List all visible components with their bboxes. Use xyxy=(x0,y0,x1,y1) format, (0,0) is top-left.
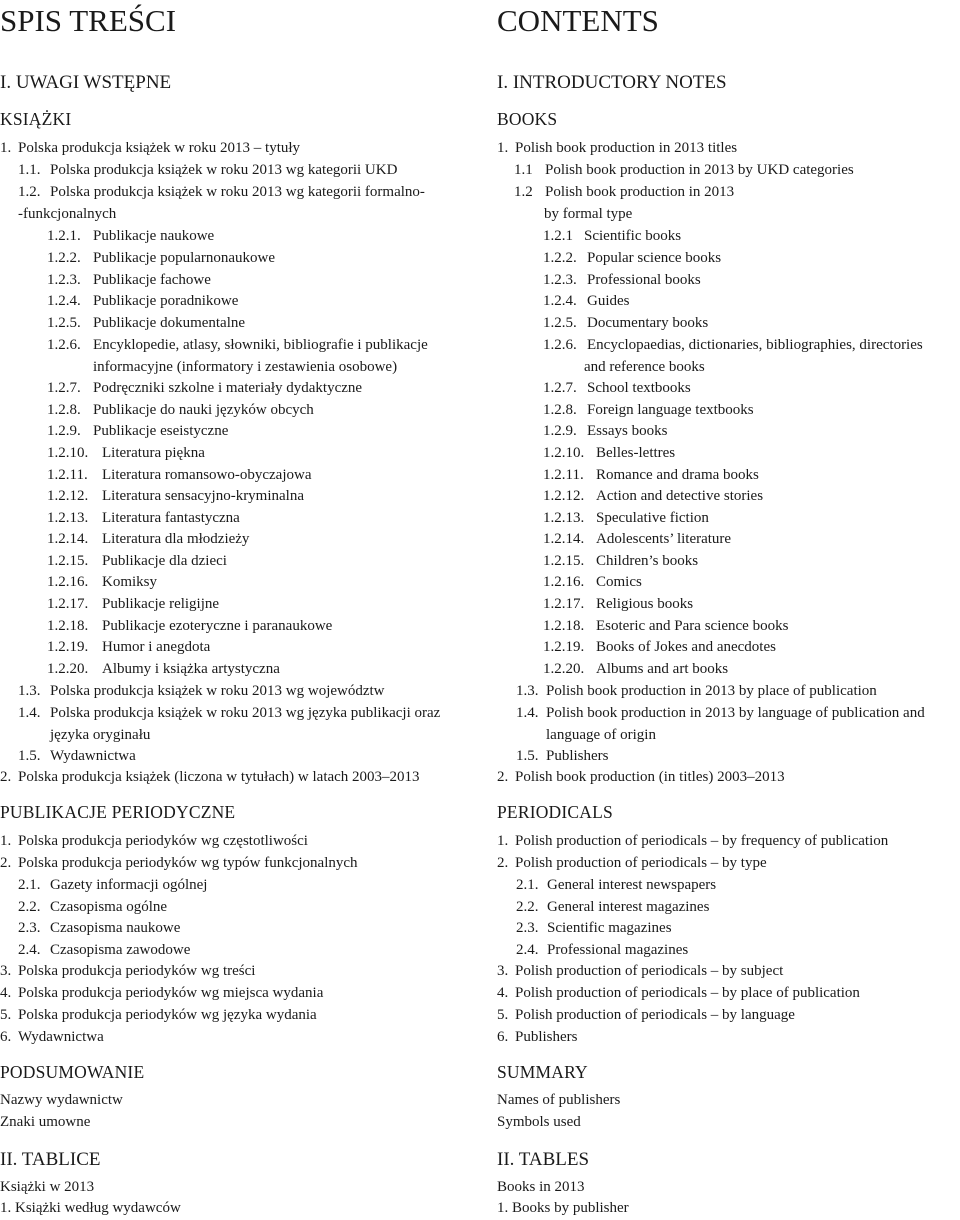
page-title: CONTENTS xyxy=(497,3,659,38)
summary-item: Nazwy wydawnictw xyxy=(0,1092,123,1108)
list-item: Czasopisma naukowe xyxy=(50,920,181,936)
summary-heading: SUMMARY xyxy=(497,1062,588,1082)
list-item-continuation: by formal type xyxy=(544,206,633,222)
list-item: Essays books xyxy=(587,423,668,439)
list-item-number: 2. xyxy=(0,769,12,785)
list-item-number: 1.2.15. xyxy=(543,553,585,569)
list-item: Publikacje do nauki języków obcych xyxy=(93,402,314,418)
list-item: Publikacje dokumentalne xyxy=(93,315,246,331)
list-item-number: 1.2.5. xyxy=(47,315,81,331)
list-item: Publikacje eseistyczne xyxy=(93,423,229,439)
list-item: Albums and art books xyxy=(596,661,729,677)
list-item-number: 1.2.4. xyxy=(543,293,577,309)
list-item-number: 1.3. xyxy=(18,683,41,699)
list-item: Polish production of periodicals – by type xyxy=(515,855,767,871)
list-item-continuation: języka oryginału xyxy=(50,727,151,743)
list-item-number: 1.2.20. xyxy=(543,661,585,677)
list-item: Literatura piękna xyxy=(102,445,205,461)
part-tables: II. TABLICE xyxy=(0,1149,101,1170)
list-item: Polska produkcja periodyków wg częstotliwości xyxy=(18,833,308,849)
list-item-number: 2.4. xyxy=(18,942,41,958)
list-item-number: 1.2.3. xyxy=(47,272,81,288)
list-item-number: 1.2.20. xyxy=(47,661,89,677)
list-item-number: 1.2.3. xyxy=(543,272,577,288)
list-item: Albumy i książka artystyczna xyxy=(102,661,280,677)
list-item: Czasopisma zawodowe xyxy=(50,942,191,958)
list-item-number: 1.2.8. xyxy=(543,402,577,418)
list-item-number: 3. xyxy=(497,963,509,979)
list-item: Literatura dla młodzieży xyxy=(102,531,250,547)
list-item: Publikacje religijne xyxy=(102,596,220,612)
list-item-number: 2.2. xyxy=(516,899,539,915)
list-item-number: 1.2.2. xyxy=(47,250,81,266)
list-item: Publikacje poradnikowe xyxy=(93,293,239,309)
list-item-number: 2.1. xyxy=(516,877,539,893)
list-item: Polska produkcja książek (liczona w tytułach) w latach 2003–2013 xyxy=(18,769,420,785)
list-item: Polish book production in 2013 xyxy=(545,184,735,200)
list-item-number: 1.2.19. xyxy=(543,639,585,655)
list-item: Polska produkcja periodyków wg typów funkcjonalnych xyxy=(18,855,358,871)
list-item-number: 1. xyxy=(0,833,12,849)
list-item: Encyklopedie, atlasy, słowniki, bibliografie i publikacje xyxy=(93,337,428,353)
list-item-number: 1.2.14. xyxy=(47,531,89,547)
list-item: Documentary books xyxy=(587,315,709,331)
list-item: Literatura sensacyjno-kryminalna xyxy=(102,488,305,504)
list-item-number: 1.2.12. xyxy=(47,488,89,504)
list-item-number: 2.2. xyxy=(18,899,41,915)
list-item: Polish book production in 2013 by place of publication xyxy=(546,683,877,699)
list-item-number: 1.4. xyxy=(516,705,539,721)
list-item-number: 2.3. xyxy=(516,920,539,936)
list-item-number: 1.2.19. xyxy=(47,639,89,655)
list-item-number: 1.2.13. xyxy=(47,510,89,526)
list-item: School textbooks xyxy=(587,380,691,396)
list-item-number: 2. xyxy=(497,855,509,871)
list-item-number: 1.2.5. xyxy=(543,315,577,331)
list-item: Polska produkcja książek w roku 2013 wg języka publikacji oraz xyxy=(50,705,441,721)
list-item-number: 1.2.16. xyxy=(543,574,585,590)
list-item-number: 1.2.18. xyxy=(47,618,89,634)
list-item: Polish production of periodicals – by language xyxy=(515,1007,795,1023)
list-item: General interest newspapers xyxy=(547,877,717,893)
books-heading: BOOKS xyxy=(497,109,558,129)
summary-item: Symbols used xyxy=(497,1114,581,1130)
periodicals-heading: PUBLIKACJE PERIODYCZNE xyxy=(0,802,236,822)
list-item-number: 1.2.18. xyxy=(543,618,585,634)
list-item: Adolescents’ literature xyxy=(596,531,732,547)
list-item-number: 1.1. xyxy=(18,162,41,178)
list-item-continuation: informacyjne (informatory i zestawienia osobowe) xyxy=(93,359,398,375)
list-item: Polska produkcja książek w roku 2013 wg kategorii formalno- xyxy=(50,184,425,200)
list-item-number: 1.2.14. xyxy=(543,531,585,547)
list-item-number: 1.2.7. xyxy=(47,380,81,396)
list-item: Books of Jokes and anecdotes xyxy=(596,639,776,655)
list-item-number: 1.2.9. xyxy=(47,423,81,439)
list-item: Publikacje fachowe xyxy=(93,272,211,288)
list-item-number: 1.2.9. xyxy=(543,423,577,439)
list-item-number: 1. xyxy=(497,833,509,849)
list-item-number: 1.2.2. xyxy=(543,250,577,266)
list-item: General interest magazines xyxy=(547,899,710,915)
list-item-number: 1.2.16. xyxy=(47,574,89,590)
list-item-number: 1.3. xyxy=(516,683,539,699)
list-item-number: 1.2.6. xyxy=(47,337,81,353)
list-item: Comics xyxy=(596,574,642,590)
list-item: Scientific books xyxy=(584,228,682,244)
list-item: Polska produkcja periodyków wg języka wydania xyxy=(18,1007,317,1023)
list-item: Publishers xyxy=(515,1029,578,1045)
list-item: Polish book production in 2013 titles xyxy=(515,140,738,156)
list-item: Gazety informacji ogólnej xyxy=(50,877,208,893)
list-item-number: 3. xyxy=(0,963,12,979)
list-item-number: 1.2.13. xyxy=(543,510,585,526)
list-item-number: 1.1 xyxy=(514,162,533,178)
summary-item: Names of publishers xyxy=(497,1092,621,1108)
list-item: Publikacje popularnonaukowe xyxy=(93,250,276,266)
list-item-number: 1.2. xyxy=(18,184,41,200)
tables-item: Books in 2013 xyxy=(497,1179,585,1195)
list-item: Polish production of periodicals – by place of publication xyxy=(515,985,860,1001)
list-item-number: 1.2.8. xyxy=(47,402,81,418)
part-introductory-notes: I. INTRODUCTORY NOTES xyxy=(497,72,727,93)
list-item-number: 5. xyxy=(0,1007,12,1023)
list-item: Polish book production in 2013 by language of publication and xyxy=(546,705,925,721)
list-item: Literatura romansowo-obyczajowa xyxy=(102,467,312,483)
list-item-number: 2. xyxy=(497,769,509,785)
part-introductory-notes: I. UWAGI WSTĘPNE xyxy=(0,72,172,93)
list-item: Esoteric and Para science books xyxy=(596,618,789,634)
list-item: Foreign language textbooks xyxy=(587,402,754,418)
periodicals-heading: PERIODICALS xyxy=(497,802,613,822)
list-item: Religious books xyxy=(596,596,694,612)
list-item-number: 1.2.7. xyxy=(543,380,577,396)
list-item-number: 2.4. xyxy=(516,942,539,958)
list-item-number: 5. xyxy=(497,1007,509,1023)
list-item: Action and detective stories xyxy=(596,488,764,504)
list-item: Speculative fiction xyxy=(596,510,709,526)
list-item: Humor i anegdota xyxy=(102,639,211,655)
list-item-continuation: and reference books xyxy=(584,359,705,375)
list-item: Children’s books xyxy=(596,553,699,569)
list-item: Encyclopaedias, dictionaries, bibliographies, directories xyxy=(587,337,923,353)
list-item-number: 1.2 xyxy=(514,184,533,200)
list-item-number: 2.3. xyxy=(18,920,41,936)
list-item-number: 1.2.17. xyxy=(543,596,585,612)
list-item: Publikacje dla dzieci xyxy=(102,553,227,569)
list-item: Komiksy xyxy=(102,574,158,590)
list-item-number: 1.2.11. xyxy=(47,467,88,483)
list-item-number: 1.2.15. xyxy=(47,553,89,569)
list-item: Polish production of periodicals – by frequency of publication xyxy=(515,833,889,849)
list-item: Publikacje ezoteryczne i paranaukowe xyxy=(102,618,333,634)
list-item: Polska produkcja periodyków wg miejsca wydania xyxy=(18,985,324,1001)
list-item: Polish book production (in titles) 2003–2013 xyxy=(515,769,785,785)
summary-heading: PODSUMOWANIE xyxy=(0,1062,145,1082)
list-item-continuation: -funkcjonalnych xyxy=(18,206,117,222)
list-item-number: 1. xyxy=(497,140,509,156)
list-item: Romance and drama books xyxy=(596,467,759,483)
tables-item: 1. Books by publisher xyxy=(497,1200,629,1216)
list-item: Polish production of periodicals – by subject xyxy=(515,963,784,979)
list-item-number: 2.1. xyxy=(18,877,41,893)
list-item: Wydawnictwa xyxy=(18,1029,104,1045)
list-item: Polska produkcja książek w roku 2013 wg kategorii UKD xyxy=(50,162,398,178)
list-item: Publishers xyxy=(546,748,609,764)
list-item: Literatura fantastyczna xyxy=(102,510,240,526)
list-item: Czasopisma ogólne xyxy=(50,899,168,915)
list-item: Polska produkcja książek w roku 2013 wg województw xyxy=(50,683,385,699)
list-item: Popular science books xyxy=(587,250,722,266)
page-title: SPIS TREŚCI xyxy=(0,3,177,38)
list-item: Polska produkcja książek w roku 2013 – tytuły xyxy=(18,140,301,156)
list-item-number: 1.2.12. xyxy=(543,488,585,504)
list-item-number: 1.2.1. xyxy=(47,228,81,244)
list-item-number: 1.2.17. xyxy=(47,596,89,612)
list-item: Polish book production in 2013 by UKD categories xyxy=(545,162,854,178)
list-item-number: 1.2.10. xyxy=(543,445,585,461)
list-item: Guides xyxy=(587,293,630,309)
list-item-continuation: language of origin xyxy=(546,727,656,743)
books-heading: KSIĄŻKI xyxy=(0,109,72,129)
list-item-number: 4. xyxy=(0,985,12,1001)
tables-item: Książki w 2013 xyxy=(0,1179,95,1195)
part-tables: II. TABLES xyxy=(497,1149,590,1170)
list-item-number: 1.2.6. xyxy=(543,337,577,353)
list-item: Podręczniki szkolne i materiały dydaktyczne xyxy=(93,380,363,396)
list-item-number: 1.2.1 xyxy=(543,228,573,244)
list-item-number: 1.2.10. xyxy=(47,445,89,461)
list-item: Belles-lettres xyxy=(596,445,676,461)
tables-item: 1. Książki według wydawców xyxy=(0,1200,181,1216)
list-item-number: 6. xyxy=(497,1029,509,1045)
list-item-number: 1.2.4. xyxy=(47,293,81,309)
summary-item: Znaki umowne xyxy=(0,1114,91,1130)
list-item-number: 1.5. xyxy=(516,748,539,764)
list-item-number: 1. xyxy=(0,140,12,156)
list-item-number: 4. xyxy=(497,985,509,1001)
list-item: Wydawnictwa xyxy=(50,748,136,764)
list-item: Professional books xyxy=(587,272,701,288)
list-item-number: 1.4. xyxy=(18,705,41,721)
list-item: Publikacje naukowe xyxy=(93,228,215,244)
list-item-number: 6. xyxy=(0,1029,12,1045)
list-item: Polska produkcja periodyków wg treści xyxy=(18,963,256,979)
list-item: Scientific magazines xyxy=(547,920,672,936)
list-item-number: 1.2.11. xyxy=(543,467,584,483)
list-item: Professional magazines xyxy=(547,942,689,958)
list-item-number: 2. xyxy=(0,855,12,871)
list-item-number: 1.5. xyxy=(18,748,41,764)
